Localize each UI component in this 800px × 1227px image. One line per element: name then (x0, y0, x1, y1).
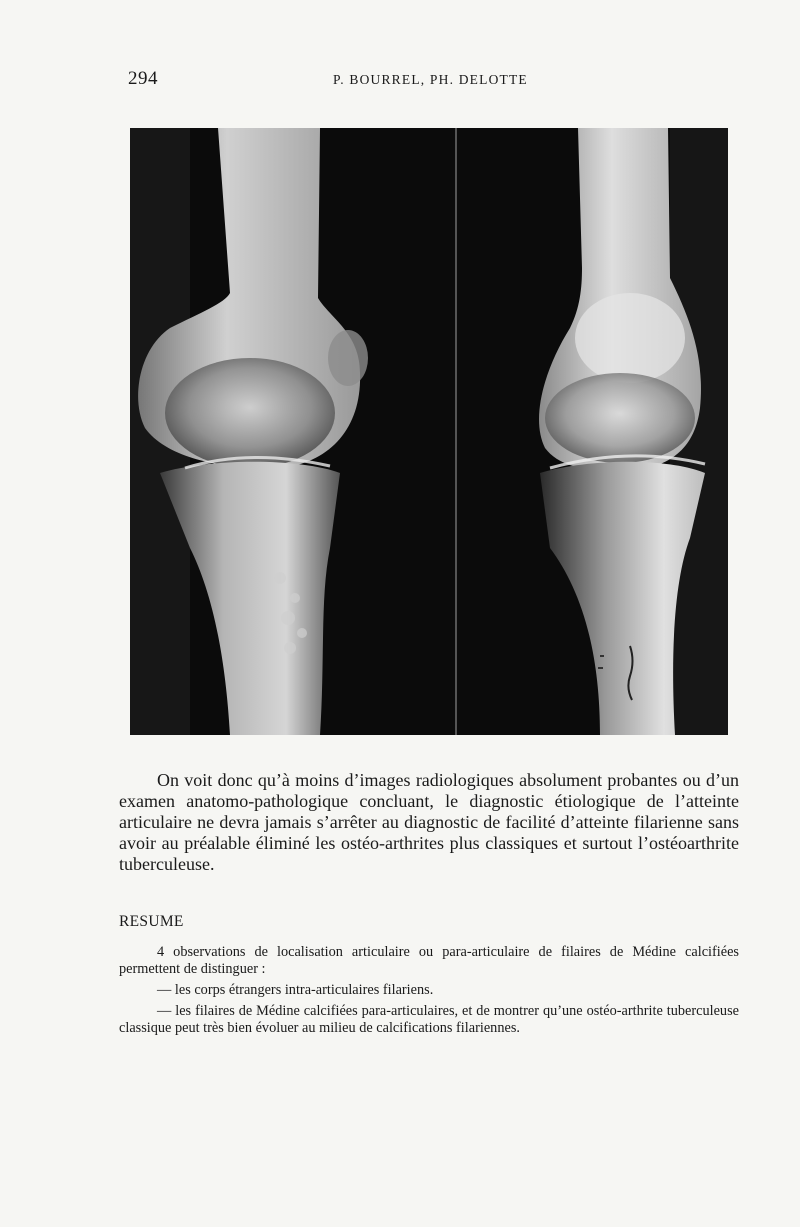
resume-item-2: — les filaires de Médine calcifiées para-articulaires, et de montrer qu’une ostéo-arthrite tuberculeuse classique peut très bien évoluer au milieu de calcifications filariennes. (119, 1003, 739, 1036)
page-number: 294 (128, 68, 158, 89)
resume-intro: 4 observations de localisation articulaire ou para-articulaire de filaires de Médine calcifiées permettent de distinguer : (119, 944, 739, 977)
knee-radiograph-image (130, 128, 728, 735)
body-paragraph: On voit donc qu’à moins d’images radiologiques absolument probantes ou d’un examen anatomo-pathologique concluant, le diagnostic étiologique de l’atteinte articulaire ne devra jamais s’arrêter au diagnostic de facilité d’atteinte filarienne sans avoir au préalable éliminé les ostéo-arthrites plus classiques et surtout l’ostéoarthrite tuberculeuse. (119, 770, 739, 874)
resume-section (119, 944, 739, 1043)
resume-heading: RESUME (119, 913, 184, 930)
radiograph-svg (130, 128, 728, 735)
running-head: P. BOURREL, PH. DELOTTE (333, 72, 528, 87)
resume-item-1: — les corps étrangers intra-articulaires filariens. (157, 982, 434, 998)
